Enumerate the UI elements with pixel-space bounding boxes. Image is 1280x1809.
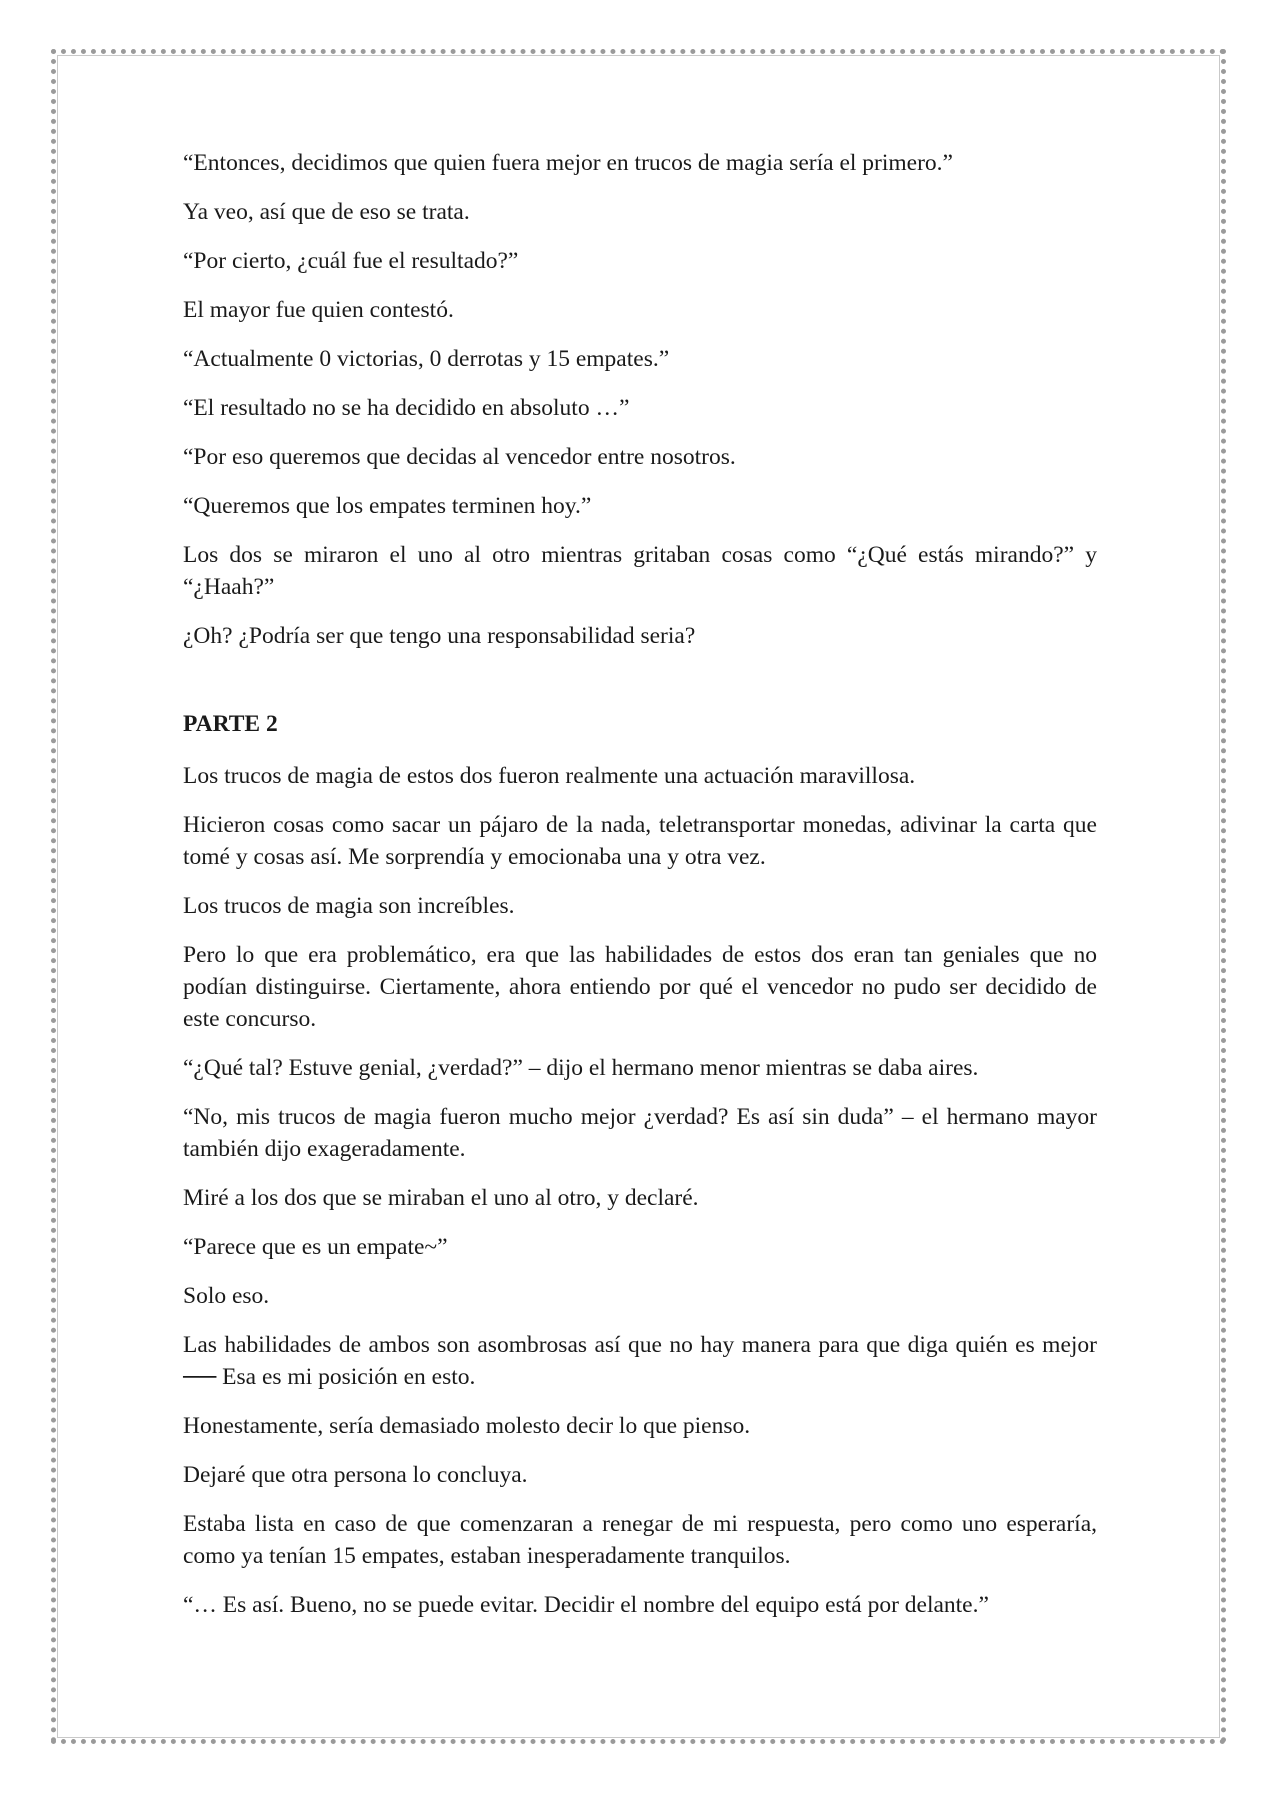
- paragraph: Los trucos de magia son increíbles.: [183, 893, 515, 919]
- paragraph: “¿Qué tal? Estuve genial, ¿verdad?” – dijo el hermano menor mientras se daba aires.: [183, 1055, 979, 1081]
- paragraph: Honestamente, sería demasiado molesto decir lo que pienso.: [183, 1413, 751, 1439]
- paragraph: Miré a los dos que se miraban el uno al otro, y declaré.: [183, 1185, 699, 1211]
- paragraph: Los dos se miraron el uno al otro mientras gritaban cosas como “¿Qué estás mirando?” y “¿Haah?”: [183, 542, 1097, 600]
- paragraph: Pero lo que era problemático, era que las habilidades de estos dos eran tan geniales que no podían distinguirse. Ciertamente, ahora entiendo por qué el vencedor no pudo ser decidido de este concurso.: [183, 942, 1097, 1032]
- paragraph: “… Es así. Bueno, no se puede evitar. Decidir el nombre del equipo está por delante.”: [183, 1592, 989, 1618]
- paragraph: “El resultado no se ha decidido en absoluto …”: [183, 395, 630, 421]
- paragraph: Los trucos de magia de estos dos fueron realmente una actuación maravillosa.: [183, 763, 916, 789]
- paragraph: Hicieron cosas como sacar un pájaro de la nada, teletransportar monedas, adivinar la carta que tomé y cosas así. Me sorprendía y emocionaba una y otra vez.: [183, 812, 1097, 870]
- paragraph: “Por cierto, ¿cuál fue el resultado?”: [183, 248, 519, 274]
- paragraph: “Queremos que los empates terminen hoy.”: [183, 493, 592, 519]
- paragraph: Estaba lista en caso de que comenzaran a renegar de mi respuesta, pero como uno esperaría, como ya tenían 15 empates, estaban inesperadamente tranquilos.: [183, 1511, 1097, 1569]
- paragraph: “Actualmente 0 victorias, 0 derrotas y 15 empates.”: [183, 346, 670, 372]
- paragraph: El mayor fue quien contestó.: [183, 297, 454, 323]
- paragraph: Solo eso.: [183, 1283, 270, 1309]
- paragraph: ¿Oh? ¿Podría ser que tengo una responsabilidad seria?: [183, 623, 696, 649]
- paragraph: Ya veo, así que de eso se trata.: [183, 199, 470, 225]
- paragraph: “Entonces, decidimos que quien fuera mejor en trucos de magia sería el primero.”: [183, 150, 953, 176]
- paragraph: Dejaré que otra persona lo concluya.: [183, 1462, 528, 1488]
- paragraph: “Por eso queremos que decidas al vencedor entre nosotros.: [183, 444, 736, 470]
- paragraph: Las habilidades de ambos son asombrosas así que no hay manera para que diga quién es mejor ── Esa es mi posición en esto.: [183, 1332, 1097, 1390]
- paragraph: “Parece que es un empate~”: [183, 1234, 448, 1260]
- section-heading: PARTE 2: [183, 711, 278, 737]
- paragraph: “No, mis trucos de magia fueron mucho mejor ¿verdad? Es así sin duda” – el hermano mayor también dijo exageradamente.: [183, 1104, 1097, 1162]
- document-body: [183, 147, 1097, 1638]
